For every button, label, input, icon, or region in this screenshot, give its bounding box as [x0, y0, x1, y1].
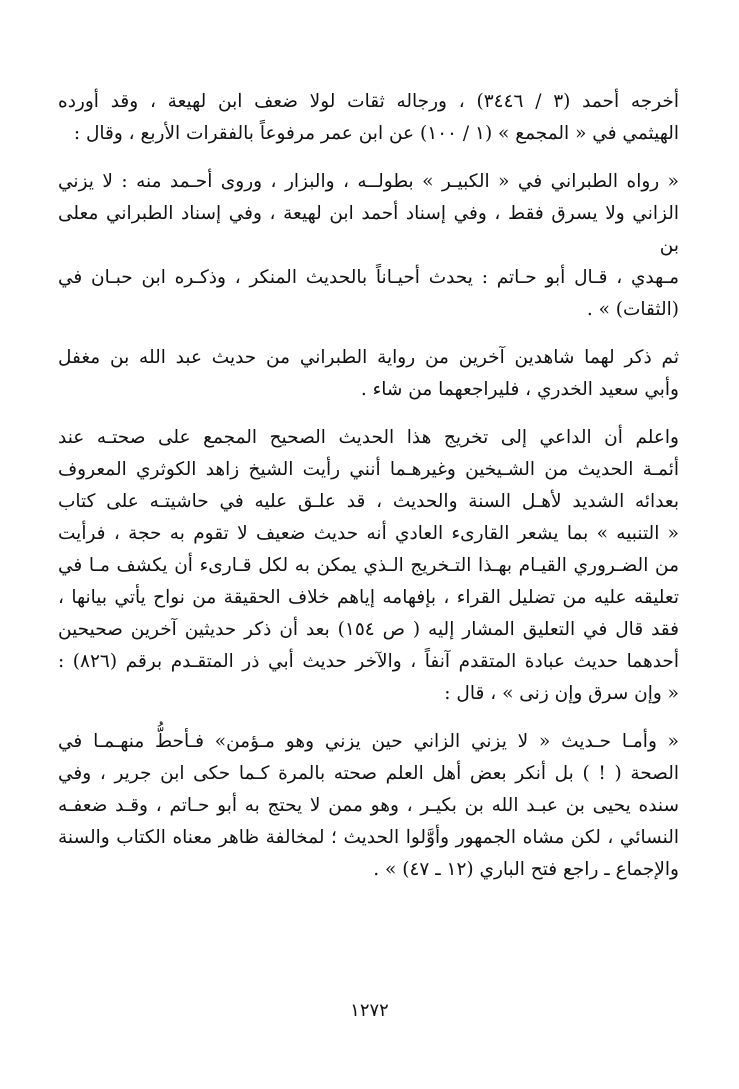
text-line: النسائي ، لكن مشاه الجمهور وأوَّلوا الحديث ؛ لمخالفة ظاهر معناه الكتاب والسنة [58, 827, 679, 848]
text-line: أخرجه أحمد (٣ / ٣٤٤٦) ، ورجاله ثقات لولا ضعف ابن لهيعة ، وقد أورده [58, 91, 679, 112]
paragraph-kawthari [58, 422, 679, 710]
text-line: أئمـة الحديث من الشـيخين وغيرهـما أنني رأيت الشيخ زاهد الكوثري المعروف [58, 459, 679, 480]
paragraph-witnesses [58, 342, 679, 406]
text-line: الصحة ( ! ) بل أنكر بعض أهل العلم صحته بالمرة كـما حكى ابن جرير ، وفي [58, 763, 679, 784]
text-line: « وأمـا حـديث « لا يزني الزاني حين يزني وهو مـؤمن» فـأحطُّ منهـمـا في [58, 731, 679, 752]
paragraph-haythami-quote [58, 166, 679, 326]
text-line: فقد قال في التعليق المشار إليه ( ص ١٥٤) بعد أن ذكر حديثين آخرين صحيحين [58, 619, 679, 640]
text-line: وأبي سعيد الخدري ، فليراجعهما من شاء . [360, 379, 679, 400]
text-line: تعليقه عليه من تضليل القراء ، بإفهامه إياهم خلاف الحقيقة من نواح يأتي بيانها ، [58, 587, 679, 608]
text-line: الهيثمي في « المجمع » (١ / ١٠٠) عن ابن عمر مرفوعاً بالفقرات الأربع ، وقال : [73, 123, 679, 144]
text-line: « رواه الطبراني في « الكبيـر » بطولــه ، والبزار ، وروى أحـمد منه : لا يزني [58, 171, 679, 192]
paragraph-ahmad-takhrij [58, 86, 679, 150]
text-line: « وإن سرق وإن زنى » ، قال : [444, 683, 679, 704]
text-line: « التنبيه » بما يشعر القارىء العادي أنه حديث ضعيف لا تقوم به حجة ، فرأيت [58, 523, 679, 544]
text-line: سنده يحيى بن عبـد الله بن بكيـر ، وهو ممن لا يحتج به أبو حـاتم ، وقـد ضعفـه [58, 795, 679, 816]
text-line: أحدهما حديث عبادة المتقدم آنفاً ، والآخر حديث أبي ذر المتقـدم برقم (٨٢٦) : [58, 651, 679, 672]
text-line: والإجماع ـ راجع فتح الباري (١٢ ـ ٤٧) » . [373, 859, 679, 880]
text-line: الزاني ولا يسرق فقط ، وفي إسناد أحمد ابن لهيعة ، وفي إسناد الطبراني معلى بن [58, 203, 679, 256]
page-number: ١٢٧٢ [350, 1000, 389, 1021]
text-line: (الثقات) » . [586, 299, 679, 320]
text-line: مـهدي ، قـال أبو حـاتم : يحدث أحيـاناً بالحديث المنكر ، وذكـره ابن حبـان في [58, 267, 679, 288]
text-line: من الضـروري القيـام بهـذا التـخريج الـذي يمكن به لكل قـارىء أن يكشف مـا في [58, 555, 679, 576]
text-line: ثم ذكر لهما شاهدين آخرين من رواية الطبراني من حديث عبد الله بن مغفل [58, 347, 679, 368]
text-line: واعلم أن الداعي إلى تخريج هذا الحديث الصحيح المجمع على صحتـه عند [58, 427, 679, 448]
paragraph-kawthari-quote [58, 726, 679, 886]
text-line: بعدائه الشديد لأهـل السنة والحديث ، قد علـق عليه في حاشيتـه على كتاب [58, 491, 679, 512]
